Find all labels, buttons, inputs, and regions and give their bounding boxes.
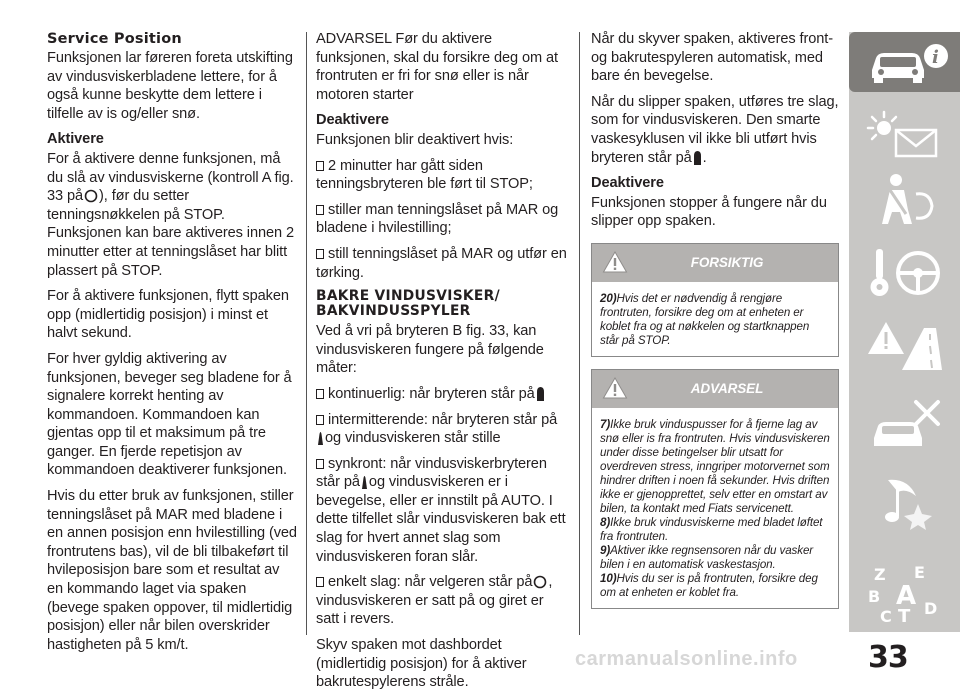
column-2	[316, 30, 568, 699]
paragraph: Funksjonen stopper å fungere når du slipper opp spaken.	[591, 194, 827, 230]
warning-triangle-icon	[602, 250, 628, 280]
callout-body	[592, 408, 838, 608]
list-item-text: og vindusviskeren står stille	[325, 430, 501, 447]
page-number: 33	[868, 640, 908, 675]
key-steering-wheel-icon[interactable]	[866, 245, 950, 306]
index-letters-icon[interactable]	[866, 560, 950, 631]
text: ), før du setter tenningsnøkkelen på STOP. Funksjonen kan bare aktiveres innen 2 minutter etter at tenningslåset har blitt plassert på STOP.	[47, 188, 294, 279]
bullet-box-icon	[316, 205, 324, 215]
item-number: 8)	[600, 515, 611, 529]
callout-item	[600, 516, 830, 544]
rear-wiper-continuous-icon	[536, 386, 545, 401]
column-1	[47, 30, 299, 661]
callout-item	[600, 544, 830, 572]
callout-body	[592, 282, 838, 356]
list-item	[316, 157, 568, 194]
list-item	[316, 411, 568, 448]
bullet-box-icon	[316, 389, 324, 399]
rear-wiper-continuous-icon	[693, 150, 702, 165]
column-divider-2	[579, 32, 580, 635]
list-item	[316, 245, 568, 282]
subheading-deaktivere: Deaktivere	[591, 175, 664, 192]
list-item-text: stiller man tenningslåset på MAR og bladene i hvilestilling;	[316, 201, 559, 237]
bullet-box-icon	[316, 577, 324, 587]
callout-header	[592, 244, 838, 282]
bullet-box-icon	[316, 415, 324, 425]
paragraph: Funksjonen blir deaktivert hvis:	[316, 131, 514, 148]
text: Når du slipper spaken, utføres tre slag, som for vindusviskeren. Den smarte vaskesyklusen vil ikke bli utført hvis bryteren står på	[591, 93, 839, 166]
callout-title: FORSIKTIG	[690, 254, 764, 270]
music-icon[interactable]	[866, 474, 950, 535]
list-item-text: still tenningslåset på MAR og utfør en tørking.	[316, 245, 567, 281]
paragraph: Ved å vri på bryteren B fig. 33, kan vindusviskeren fungere på følgende måter:	[316, 323, 544, 377]
item-text: Hvis det er nødvendig å rengjøre frontruten, forsikre deg om at enheten er koblet fra og at nøkkelen og startknappen står på STOP.	[600, 291, 810, 347]
list-item-text: kontinuerlig: når bryteren står på	[328, 385, 535, 402]
callout-advarsel	[591, 369, 839, 609]
item-number: 7)	[600, 417, 611, 431]
index-letter: Z	[874, 565, 886, 584]
subheading-deaktivere: Deaktivere	[316, 112, 389, 129]
list-item-text: intermitterende: når bryteren står på	[328, 411, 558, 428]
index-letter: T	[898, 606, 911, 626]
index-letter: D	[924, 599, 938, 618]
index-letter: E	[914, 563, 925, 582]
list-item	[316, 385, 568, 404]
paragraph	[47, 150, 299, 280]
car-info-icon[interactable]	[866, 40, 950, 91]
paragraph: Hvis du etter bruk av funksjonen, stiller tenningslåset på MAR med bladene i en annen posisjon enn hvilestilling (ved frontrutens bas), vil de bli tilbakeført til hvileposisjon bare som et resultat av en kommando laget via spaken (bevege spaken oppover, til midlertidig posisjon) eller når bilen overskrider hastigheten på 5 km/t.	[47, 488, 297, 653]
callout-forsiktig	[591, 243, 839, 357]
subheading-aktivere: Aktivere	[47, 131, 104, 148]
callout-title: ADVARSEL	[690, 380, 764, 396]
list-item-text: , vindusviskeren er satt på og giret er satt i revers.	[316, 574, 553, 628]
bullet-box-icon	[316, 161, 324, 171]
index-letter: B	[868, 587, 881, 606]
item-number: 10)	[600, 571, 617, 585]
column-divider-1	[306, 32, 307, 635]
text: For å aktivere denne funksjonen, må du slå av vindusviskerne (kontroll A fig. 33 på	[47, 150, 294, 205]
wiper-off-symbol-icon	[84, 189, 98, 203]
callout-header	[592, 370, 838, 408]
rear-wiper-sync-icon	[361, 474, 368, 489]
list-item-text: enkelt slag: når velgeren står på	[328, 574, 533, 591]
list-item-text: synkront: når vindusviskerbryteren står på	[316, 455, 547, 491]
paragraph: For hver gyldig aktivering av funksjonen, beveger seg bladene for å signalere korrekt henting av kommandoen. Kommandoen kan gjentas opp til et maksimum på tre ganger. En fjerde repetisjon av kommandoen deaktiverer funksjonen.	[47, 350, 292, 479]
airbag-seatbelt-icon[interactable]	[866, 170, 950, 231]
watermark: carmanualsonline.info	[575, 648, 798, 670]
item-text: Aktiver ikke regnsensoren når du vasker bilen i en automatisk vaskestasjon.	[600, 543, 814, 571]
list-item-text: og vindusviskeren er i bevegelse, eller er innstilt på AUTO. I dette tilfellet slår vindusviskeren bak ett slag for hvert annet slag som vindusviskeren foran slår.	[316, 474, 566, 565]
list-item	[316, 201, 568, 238]
item-text: Ikke bruk vinduspusser for å fjerne lag av snø eller is fra frontruten. Hvis vindusviskeren under disse betingelser blir utsatt for overdreven stress, inngriper motorvernet som hindrer driften i noen få sekunder. Hvis driften ikke er gjenopprettet, selv etter en omstart av bilen, ta kontakt med Fiats servicenett.	[600, 417, 830, 515]
item-number: 9)	[600, 543, 611, 557]
bullet-box-icon	[316, 249, 324, 259]
section-heading-bakre-vindusvisker: BAKRE VINDUSVISKER/ BAKVINDUSSPYLER	[316, 288, 500, 320]
paragraph: Skyv spaken mot dashbordet (midlertidig posisjon) for å aktiver bakrutespylerens stråle.	[316, 637, 527, 691]
callout-item	[600, 572, 830, 600]
paragraph: Funksjonen lar føreren foreta utskifting av vindusviskerbladene lettere, for å også kunne beskytte dem lettere i tilfelle av is og/eller snø.	[47, 50, 293, 122]
warning-road-icon[interactable]	[866, 318, 950, 379]
item-number: 20)	[600, 291, 617, 305]
item-text: Ikke bruk vindusviskerne med bladet løftet fra frontruten.	[600, 515, 823, 543]
tools-car-icon[interactable]	[866, 398, 950, 457]
section-heading-service-position: Service Position	[47, 31, 182, 47]
index-letter: A	[896, 581, 917, 611]
index-letter: C	[880, 607, 892, 626]
bullet-box-icon	[316, 459, 324, 469]
wiper-single-stroke-icon	[533, 575, 547, 589]
callout-item	[600, 418, 830, 516]
warning-triangle-icon	[602, 376, 628, 406]
rear-wiper-intermittent-icon	[317, 430, 324, 445]
text: .	[702, 149, 707, 166]
paragraph: For å aktivere funksjonen, flytt spaken opp (midlertidig posisjon) i minst et halvt sekund.	[47, 288, 289, 342]
paragraph: Når du skyver spaken, aktiveres front- og bakrutespyleren automatisk, med bare én bevegelse.	[591, 31, 833, 85]
lights-envelope-icon[interactable]	[866, 108, 950, 163]
list-item	[316, 573, 568, 629]
warning-paragraph: ADVARSEL Før du aktivere funksjonen, skal du forsikre deg om at frontruten er fri for snø eller is når motoren starter	[316, 31, 558, 103]
svg-text:i: i	[932, 47, 939, 68]
item-text: Hvis du ser is på frontruten, forsikre deg om at enheten er koblet fra.	[600, 571, 818, 599]
list-item	[316, 455, 568, 567]
list-item-text: 2 minutter har gått siden tenningsbryteren ble ført til STOP;	[316, 157, 533, 193]
paragraph	[591, 93, 839, 167]
column-3	[591, 30, 839, 609]
callout-item	[600, 292, 830, 348]
